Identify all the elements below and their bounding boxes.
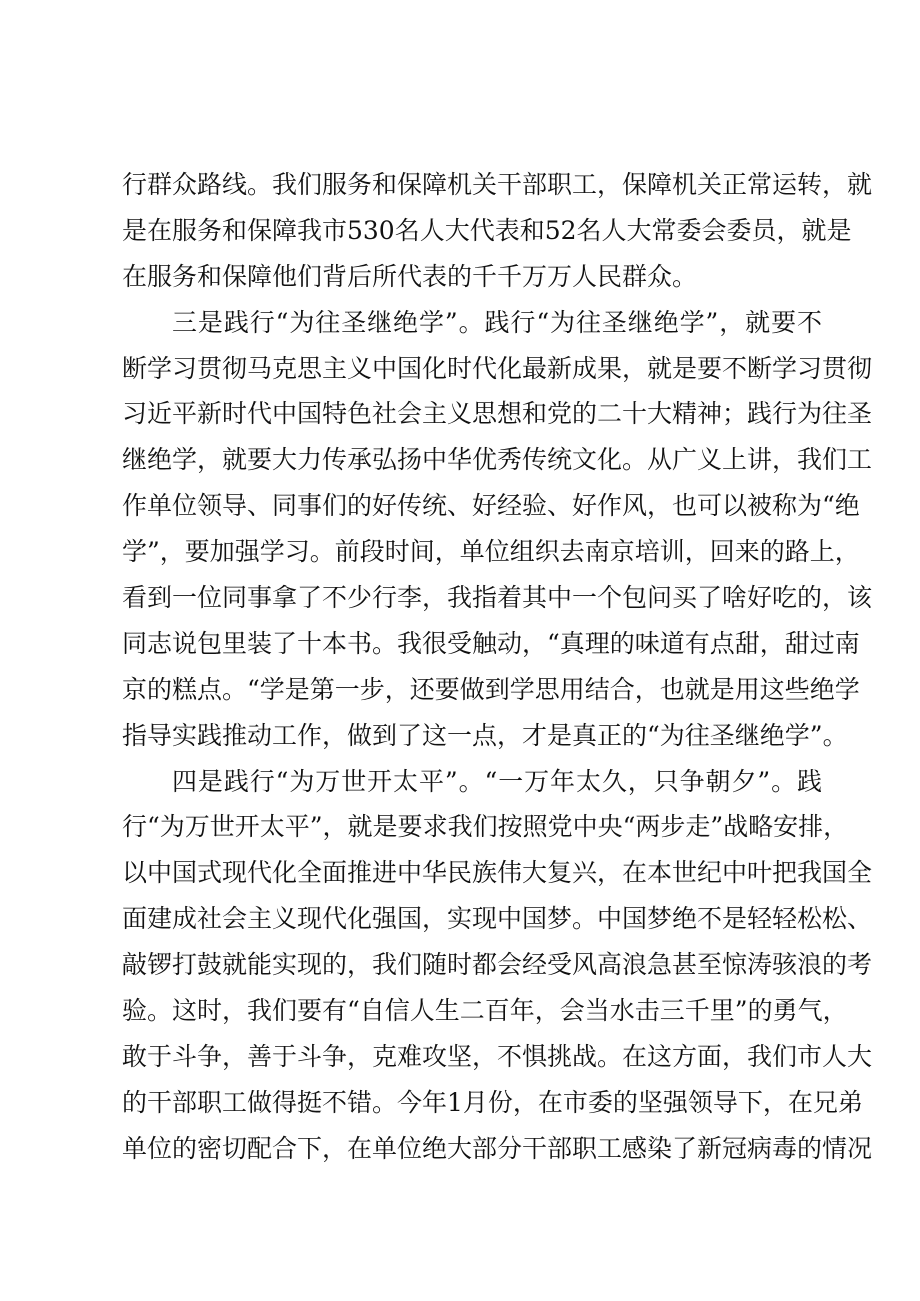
text-line-11: 同志说包里装了十本书。我很受触动，“真理的味道有点甜，甜过南 [122, 628, 860, 658]
text-line-9: 学”，要加强学习。前段时间，单位组织去南京培训，回来的路上， [122, 537, 860, 567]
text-line-10: 看到一位同事拿了不少行李，我指着其中一个包问买了啥好吃的，该 [122, 583, 873, 613]
text-line-20: 敢于斗争，善于斗争，克难攻坚，不惧挑战。在这方面，我们市人大 [122, 1041, 873, 1071]
text-line-7: 继绝学，就要大力传承弘扬中华优秀传统文化。从广义上讲，我们工 [122, 445, 873, 475]
text-line-1: 行群众路线。我们服务和保障机关干部职工，保障机关正常运转，就 [122, 170, 873, 199]
text-line-15: 行“为万世开太平”，就是要求我们按照党中央“两步走”战略安排， [122, 812, 849, 842]
text-line-12: 京的糕点。“学是第一步，还要做到学思用结合，也就是用这些绝学 [122, 674, 860, 704]
text-line-2: 是在服务和保障我市530名人大代表和52名人大常委会委员，就是 [122, 215, 852, 245]
text-line-8: 作单位领导、同事们的好传统、好经验、好作风，也可以被称为“绝 [122, 491, 860, 521]
text-line-4: 三是践行“为往圣继绝学”。践行“为往圣继绝学”，就要不 [172, 307, 822, 337]
text-line-21: 的干部职工做得挺不错。今年1月份，在市委的坚强领导下，在兄弟 [122, 1087, 863, 1117]
text-line-13: 指导实践推动工作，做到了这一点，才是真正的“为往圣继绝学”。 [122, 720, 848, 750]
text-line-18: 敲锣打鼓就能实现的，我们随时都会经受风高浪急甚至惊涛骇浪的考 [122, 950, 873, 980]
body-text [122, 162, 873, 1172]
text-line-17: 面建成社会主义现代化强国，实现中国梦。中国梦绝不是轻轻松松、 [122, 904, 873, 934]
text-line-19: 验。这时，我们要有“自信人生二百年，会当水击三千里”的勇气， [122, 996, 848, 1026]
text-line-3: 在服务和保障他们背后所代表的千千万万人民群众。 [122, 261, 698, 291]
text-line-5: 断学习贯彻马克思主义中国化时代化最新成果，就是要不断学习贯彻 [122, 353, 873, 383]
text-line-16: 以中国式现代化全面推进中华民族伟大复兴，在本世纪中叶把我国全 [122, 858, 873, 888]
text-line-14: 四是践行“为万世开太平”。“一万年太久，只争朝夕”。践 [172, 766, 822, 796]
text-line-22: 单位的密切配合下，在单位绝大部分干部职工感染了新冠病毒的情况 [122, 1133, 873, 1163]
text-line-6: 习近平新时代中国特色社会主义思想和党的二十大精神；践行为往圣 [122, 399, 873, 429]
